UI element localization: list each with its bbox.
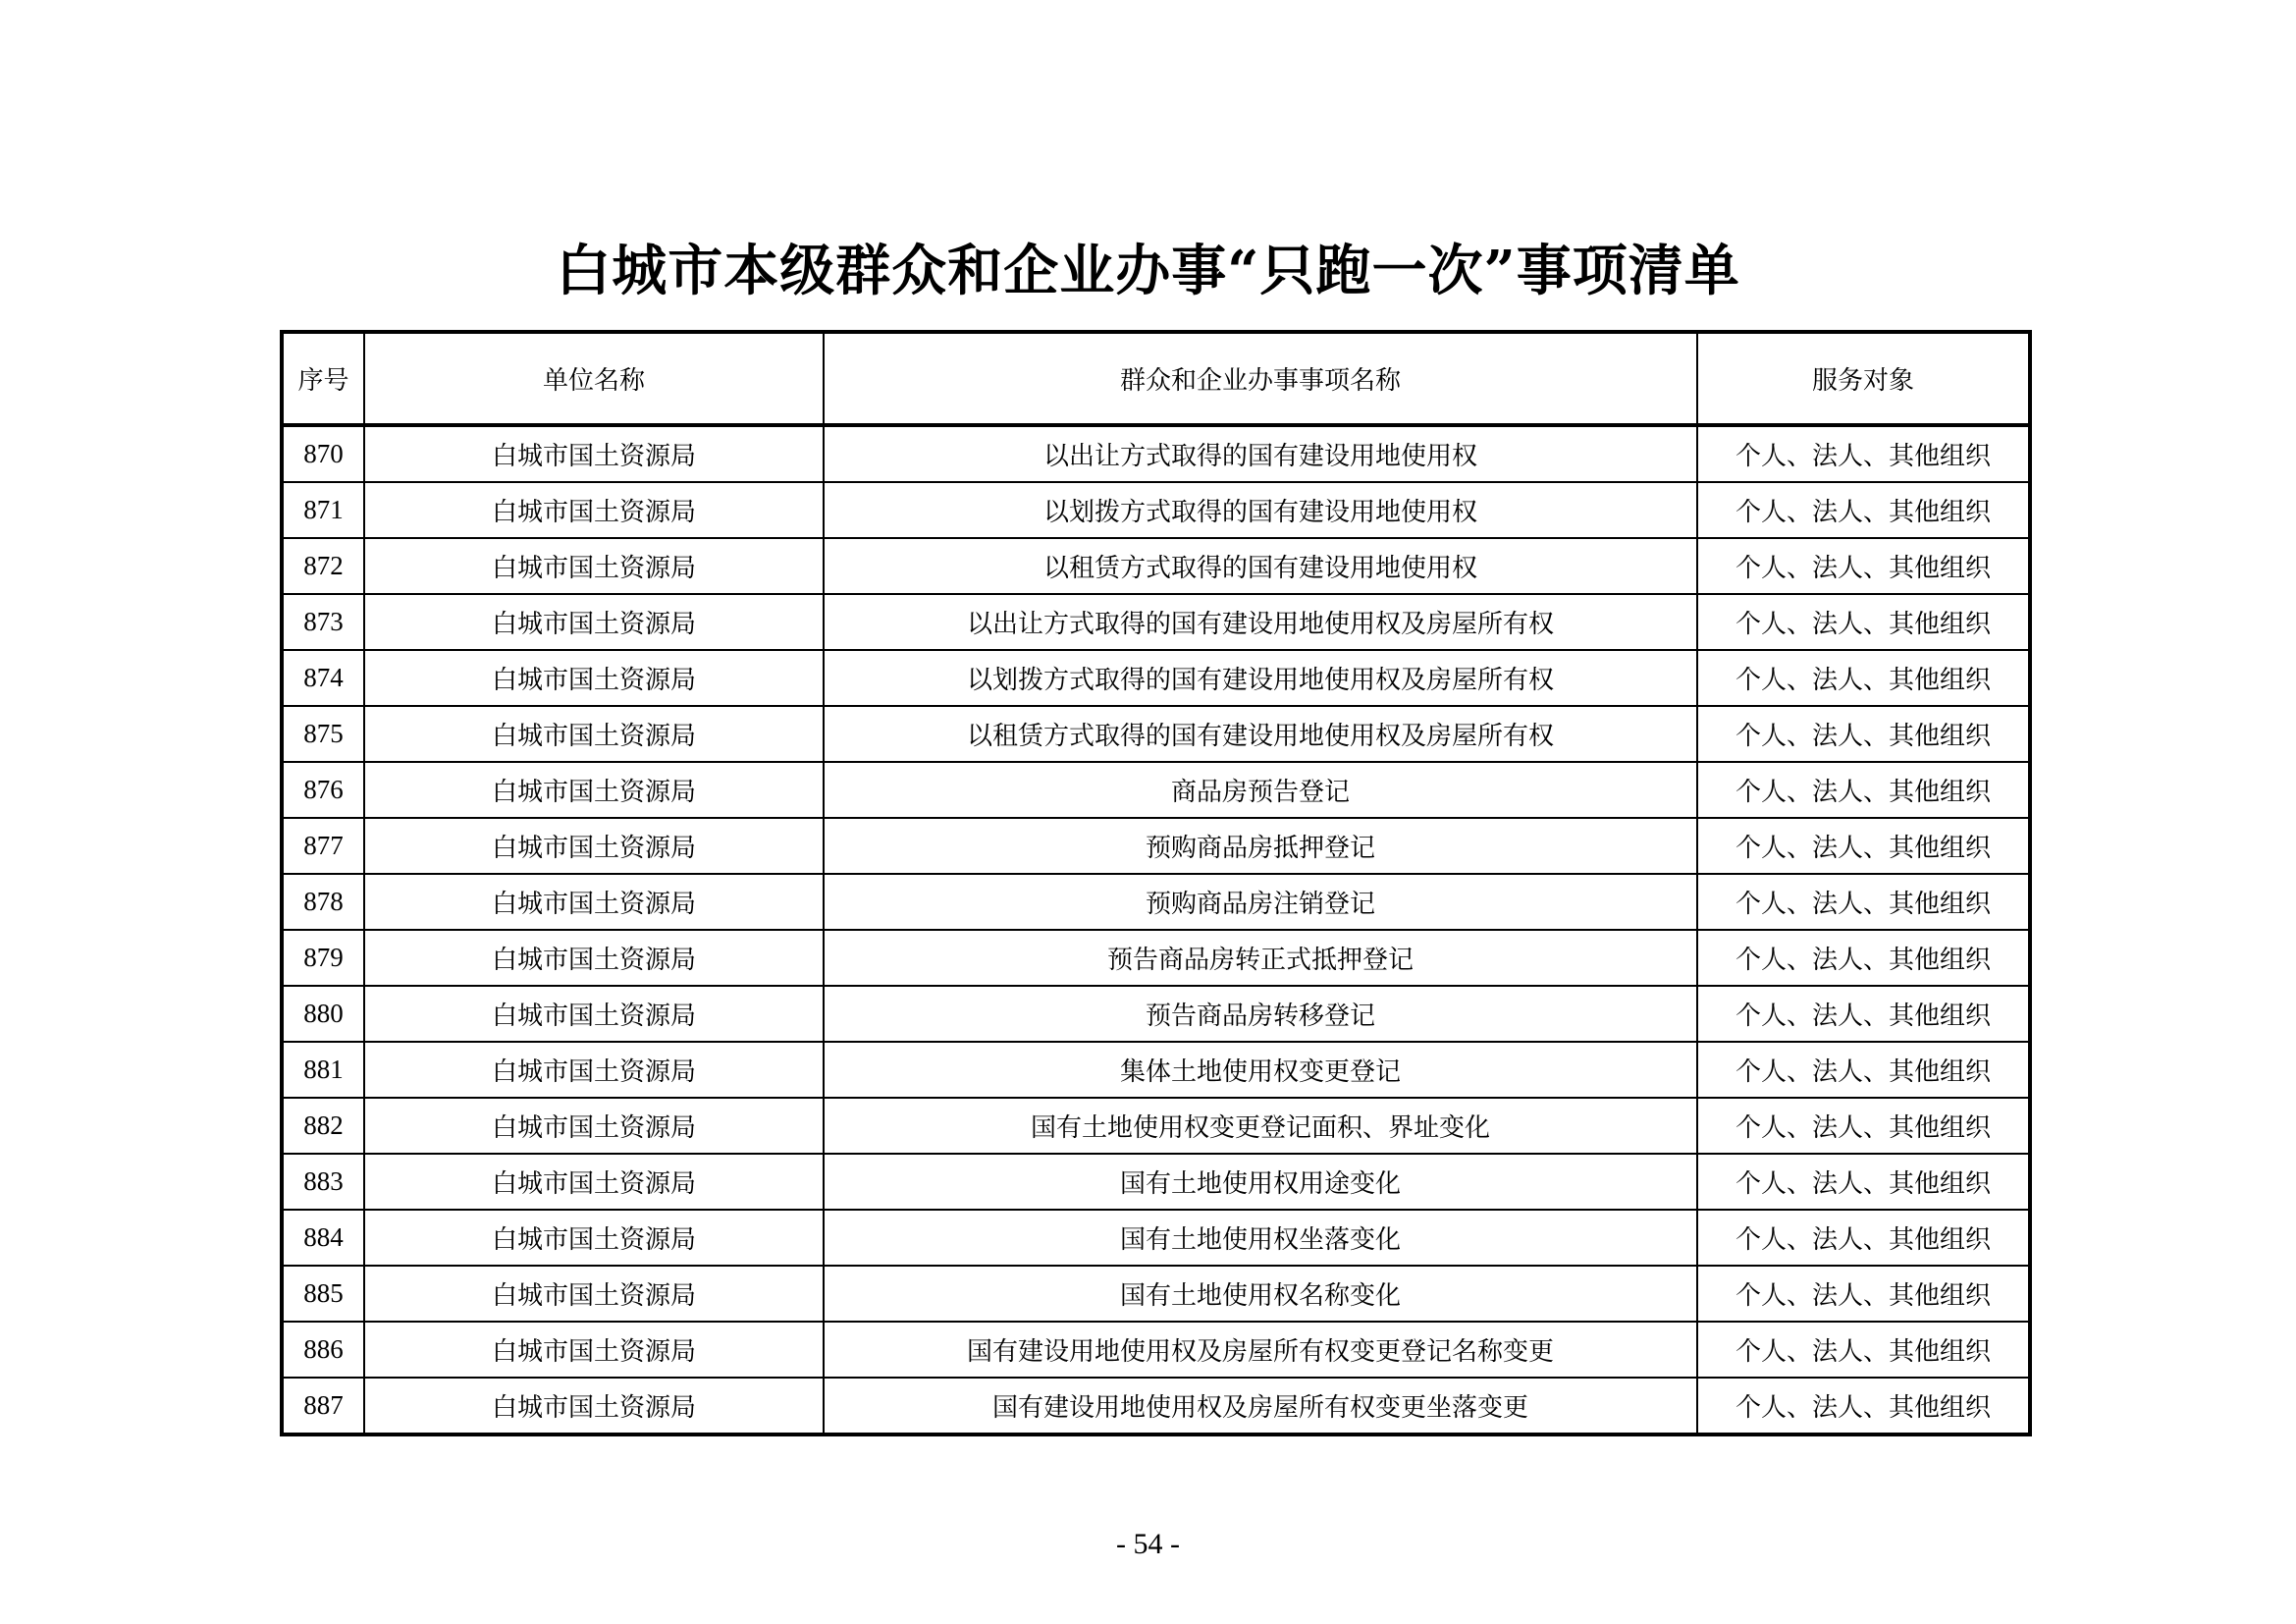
table-row	[282, 1322, 2030, 1378]
cell-unit-name: 白城市国土资源局	[364, 1210, 824, 1266]
table-row	[282, 1266, 2030, 1322]
table-row	[282, 874, 2030, 930]
cell-service-target: 个人、法人、其他组织	[1697, 482, 2030, 538]
cell-serial: 879	[282, 930, 364, 986]
cell-serial: 875	[282, 706, 364, 762]
cell-item-name: 国有土地使用权坐落变化	[824, 1210, 1697, 1266]
cell-unit-name: 白城市国土资源局	[364, 930, 824, 986]
page-number: - 54 -	[1116, 1528, 1180, 1560]
cell-item-name: 以租赁方式取得的国有建设用地使用权及房屋所有权	[824, 706, 1697, 762]
table-row	[282, 538, 2030, 594]
cell-service-target: 个人、法人、其他组织	[1697, 425, 2030, 482]
cell-item-name: 国有建设用地使用权及房屋所有权变更登记名称变更	[824, 1322, 1697, 1378]
table-body	[282, 425, 2030, 1435]
cell-item-name: 以划拨方式取得的国有建设用地使用权及房屋所有权	[824, 650, 1697, 706]
cell-serial: 887	[282, 1378, 364, 1435]
table-row	[282, 482, 2030, 538]
cell-item-name: 以划拨方式取得的国有建设用地使用权	[824, 482, 1697, 538]
cell-serial: 877	[282, 818, 364, 874]
cell-unit-name: 白城市国土资源局	[364, 425, 824, 482]
cell-serial: 884	[282, 1210, 364, 1266]
table-row	[282, 1042, 2030, 1098]
header-item-name: 群众和企业办事事项名称	[824, 332, 1697, 425]
cell-serial: 882	[282, 1098, 364, 1154]
cell-item-name: 预购商品房抵押登记	[824, 818, 1697, 874]
cell-service-target: 个人、法人、其他组织	[1697, 1042, 2030, 1098]
table-row	[282, 650, 2030, 706]
table-row	[282, 594, 2030, 650]
cell-service-target: 个人、法人、其他组织	[1697, 1378, 2030, 1435]
cell-service-target: 个人、法人、其他组织	[1697, 818, 2030, 874]
table-row	[282, 1098, 2030, 1154]
cell-service-target: 个人、法人、其他组织	[1697, 706, 2030, 762]
cell-serial: 886	[282, 1322, 364, 1378]
cell-serial: 885	[282, 1266, 364, 1322]
cell-service-target: 个人、法人、其他组织	[1697, 1266, 2030, 1322]
cell-service-target: 个人、法人、其他组织	[1697, 762, 2030, 818]
cell-service-target: 个人、法人、其他组织	[1697, 986, 2030, 1042]
cell-service-target: 个人、法人、其他组织	[1697, 1210, 2030, 1266]
cell-item-name: 以租赁方式取得的国有建设用地使用权	[824, 538, 1697, 594]
table-row	[282, 706, 2030, 762]
cell-unit-name: 白城市国土资源局	[364, 818, 824, 874]
cell-service-target: 个人、法人、其他组织	[1697, 594, 2030, 650]
cell-unit-name: 白城市国土资源局	[364, 1378, 824, 1435]
cell-item-name: 国有建设用地使用权及房屋所有权变更坐落变更	[824, 1378, 1697, 1435]
cell-serial: 873	[282, 594, 364, 650]
table-header-row	[282, 332, 2030, 425]
cell-serial: 870	[282, 425, 364, 482]
table-row	[282, 930, 2030, 986]
table-row	[282, 762, 2030, 818]
cell-serial: 872	[282, 538, 364, 594]
cell-item-name: 商品房预告登记	[824, 762, 1697, 818]
cell-unit-name: 白城市国土资源局	[364, 762, 824, 818]
cell-service-target: 个人、法人、其他组织	[1697, 1322, 2030, 1378]
header-unit-name: 单位名称	[364, 332, 824, 425]
cell-serial: 880	[282, 986, 364, 1042]
cell-unit-name: 白城市国土资源局	[364, 1266, 824, 1322]
cell-item-name: 国有土地使用权名称变化	[824, 1266, 1697, 1322]
cell-serial: 883	[282, 1154, 364, 1210]
cell-item-name: 以出让方式取得的国有建设用地使用权及房屋所有权	[824, 594, 1697, 650]
cell-serial: 876	[282, 762, 364, 818]
cell-unit-name: 白城市国土资源局	[364, 594, 824, 650]
cell-service-target: 个人、法人、其他组织	[1697, 1098, 2030, 1154]
cell-service-target: 个人、法人、其他组织	[1697, 930, 2030, 986]
cell-serial: 871	[282, 482, 364, 538]
cell-unit-name: 白城市国土资源局	[364, 482, 824, 538]
cell-serial: 878	[282, 874, 364, 930]
cell-service-target: 个人、法人、其他组织	[1697, 1154, 2030, 1210]
cell-unit-name: 白城市国土资源局	[364, 1154, 824, 1210]
cell-unit-name: 白城市国土资源局	[364, 1098, 824, 1154]
cell-item-name: 集体土地使用权变更登记	[824, 1042, 1697, 1098]
cell-serial: 874	[282, 650, 364, 706]
cell-service-target: 个人、法人、其他组织	[1697, 874, 2030, 930]
cell-item-name: 国有土地使用权变更登记面积、界址变化	[824, 1098, 1697, 1154]
cell-unit-name: 白城市国土资源局	[364, 706, 824, 762]
cell-service-target: 个人、法人、其他组织	[1697, 650, 2030, 706]
page-title: 白城市本级群众和企业办事“只跑一次”事项清单	[556, 239, 1740, 303]
cell-serial: 881	[282, 1042, 364, 1098]
cell-unit-name: 白城市国土资源局	[364, 1322, 824, 1378]
table-row	[282, 425, 2030, 482]
cell-unit-name: 白城市国土资源局	[364, 986, 824, 1042]
cell-unit-name: 白城市国土资源局	[364, 650, 824, 706]
item-table	[280, 330, 2032, 1436]
header-service-target: 服务对象	[1697, 332, 2030, 425]
cell-item-name: 预购商品房注销登记	[824, 874, 1697, 930]
table-row	[282, 1378, 2030, 1435]
cell-item-name: 国有土地使用权用途变化	[824, 1154, 1697, 1210]
table-row	[282, 1154, 2030, 1210]
cell-item-name: 预告商品房转移登记	[824, 986, 1697, 1042]
cell-unit-name: 白城市国土资源局	[364, 1042, 824, 1098]
cell-item-name: 预告商品房转正式抵押登记	[824, 930, 1697, 986]
table-row	[282, 1210, 2030, 1266]
cell-service-target: 个人、法人、其他组织	[1697, 538, 2030, 594]
table-row	[282, 818, 2030, 874]
cell-unit-name: 白城市国土资源局	[364, 538, 824, 594]
cell-unit-name: 白城市国土资源局	[364, 874, 824, 930]
table-row	[282, 986, 2030, 1042]
cell-item-name: 以出让方式取得的国有建设用地使用权	[824, 425, 1697, 482]
header-serial: 序号	[282, 332, 364, 425]
